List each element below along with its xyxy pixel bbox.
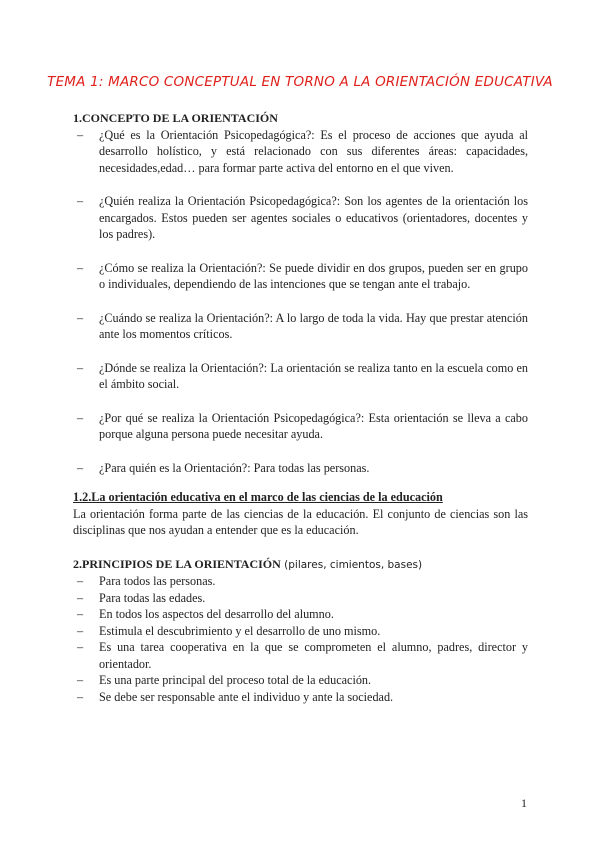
list-item: – ¿Dónde se realiza la Orientación?: La orientación se realiza tanto en la escuela como en el ámbito social. (99, 360, 528, 393)
list-item: – Se debe ser responsable ante el individuo y ante la sociedad. (99, 689, 528, 706)
section-2-heading-text: 2.PRINCIPIOS DE LA ORIENTACIÓN (73, 556, 281, 571)
list-item: – ¿Qué es la Orientación Psicopedagógica?: Es el proceso de acciones que ayuda al desarrollo holístico, y está relacionado con sus diferentes áreas: capacidades, necesidades,edad… para formar parte activa del entorno en el que viven. (99, 127, 528, 177)
document-body (73, 110, 528, 705)
section-2-heading-note: (pilares, cimientos, bases) (280, 558, 423, 571)
list-item: – Es una tarea cooperativa en la que se comprometen el alumno, padres, director y orientador. (99, 639, 528, 672)
list-item: – Para todos las personas. (99, 573, 528, 590)
list-item: – ¿Quién realiza la Orientación Psicopedagógica?: Son los agentes de la orientación los encargados. Estos pueden ser agentes sociales o educativos (orientadores, docentes y los padres). (99, 193, 528, 243)
section-1-heading: 1.CONCEPTO DE LA ORIENTACIÓN (73, 111, 278, 125)
section-2-list (73, 573, 528, 705)
list-item: – ¿Cuándo se realiza la Orientación?: A lo largo de toda la vida. Hay que prestar atención ante los momentos críticos. (99, 310, 528, 343)
list-item: – ¿Para quién es la Orientación?: Para todas las personas. (99, 460, 528, 477)
section-2-heading (73, 556, 528, 574)
list-item: – Estimula el descubrimiento y el desarrollo de uno mismo. (99, 623, 528, 640)
section-1-2-paragraph: La orientación forma parte de las ciencias de la educación. El conjunto de ciencias son las disciplinas que nos ayudan a entender que es la educación. (73, 506, 528, 537)
page-number: 1 (521, 796, 527, 810)
list-item: – ¿Por qué se realiza la Orientación Psicopedagógica?: Esta orientación se lleva a cabo porque alguna persona puede necesitar ayuda. (99, 410, 528, 443)
section-1-2-heading: 1.2.La orientación educativa en el marco de las ciencias de la educación (73, 490, 443, 504)
list-item: – Para todas las edades. (99, 590, 528, 607)
section-1-list (73, 127, 528, 477)
list-item: – En todos los aspectos del desarrollo del alumno. (99, 606, 528, 623)
document-title: TEMA 1: MARCO CONCEPTUAL EN TORNO A LA ORIENTACIÓN EDUCATIVA (47, 74, 553, 90)
list-item: – Es una parte principal del proceso total de la educación. (99, 672, 528, 689)
list-item: – ¿Cómo se realiza la Orientación?: Se puede dividir en dos grupos, pueden ser en grupo o individuales, dependiendo de las intenciones que se tengan ante el trabajo. (99, 260, 528, 293)
